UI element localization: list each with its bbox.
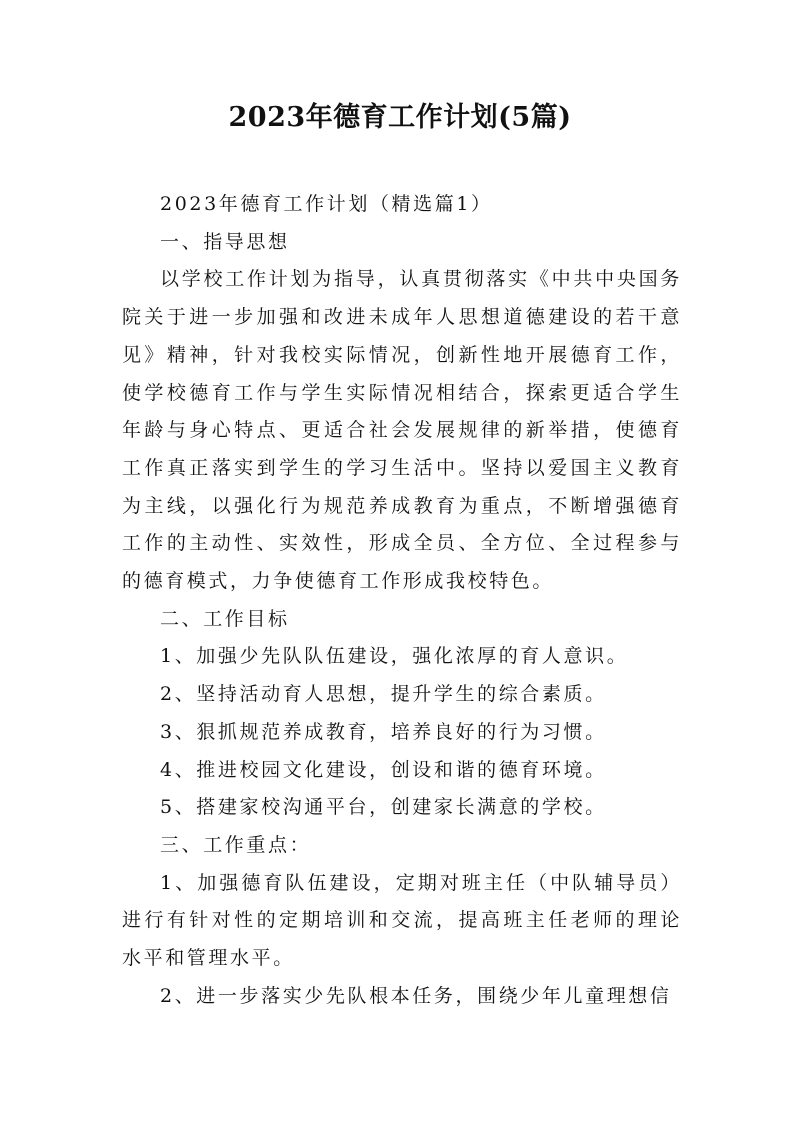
work-focus-paragraph: 2、进一步落实少先队根本任务，围绕少年儿童理想信: [160, 984, 672, 1007]
work-goal-item: 4、推进校园文化建设，创设和谐的德育环境。: [160, 758, 607, 781]
section-heading-guiding-ideology: 一、指导思想: [160, 230, 290, 253]
work-goal-item: 3、狠抓规范养成教育，培养良好的行为习惯。: [160, 720, 607, 743]
document-body: [122, 186, 682, 1015]
section-heading-work-goals: 二、工作目标: [160, 607, 290, 630]
work-focus-paragraph: 1、加强德育队伍建设，定期对班主任（中队辅导员）进行有针对性的定期培训和交流，提高班主任老师的理论水平和管理水平。: [122, 871, 682, 970]
section-heading-work-focus: 三、工作重点：: [160, 833, 312, 856]
work-goal-item: 1、加强少先队队伍建设，强化浓厚的育人意识。: [160, 645, 629, 668]
document-subtitle: 2023年德育工作计划（精选篇1）: [160, 193, 493, 215]
work-goal-item: 2、坚持活动育人思想，提升学生的综合素质。: [160, 683, 607, 706]
work-goal-item: 5、搭建家校沟通平台，创建家长满意的学校。: [160, 796, 607, 819]
guiding-ideology-paragraph: 以学校工作计划为指导，认真贯彻落实《中共中央国务院关于进一步加强和改进未成年人思想道德建设的若干意见》精神，针对我校实际情况，创新性地开展德育工作，使学校德育工作与学生实际情况相结合，探索更适合学生年龄与身心特点、更适合社会发展规律的新举措，使德育工作真正落实到学生的学习生活中。坚持以爱国主义教育为主线，以强化行为规范养成教育为重点，不断增强德育工作的主动性、实效性，形成全员、全方位、全过程参与的德育模式，力争使德育工作形成我校特色。: [122, 268, 682, 593]
document-title: 2023年德育工作计划(5篇): [228, 102, 572, 133]
